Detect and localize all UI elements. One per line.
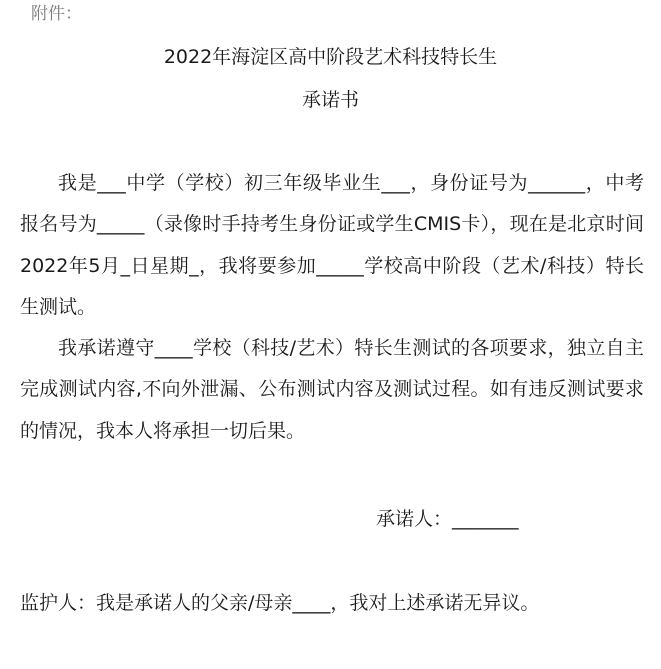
pledge-paragraph-2-text: 我承诺遵守____学校（科技/艺术）特长生测试的各项要求，独立自主完成测试内容,不向外泄漏、公布测试内容及测试过程。如有违反测试要求的情况，我本人将承担一切后果。 (20, 337, 644, 442)
guardian-line: 监护人：我是承诺人的父亲/母亲____，我对上述承诺无异议。 (20, 592, 540, 614)
pledge-paragraph-1-text: 我是___中学（学校）初三年级毕业生___，身份证号为______，中考报名号为_____（录像时手持考生身份证或学生CMIS卡），现在是北京时间2022年5月_日星期_，我将要参加_____学校高中阶段（艺术/科技）特长生测试。 (20, 172, 644, 318)
signature-line: 承诺人：_______ (376, 508, 519, 530)
pledge-paragraph-1 (20, 163, 644, 328)
document-title: 2022年海淀区高中阶段艺术科技特长生 (163, 46, 498, 68)
document-subtitle: 承诺书 (301, 89, 359, 111)
attachment-label: 附件： (31, 4, 82, 24)
pledge-paragraph-2 (20, 328, 644, 452)
